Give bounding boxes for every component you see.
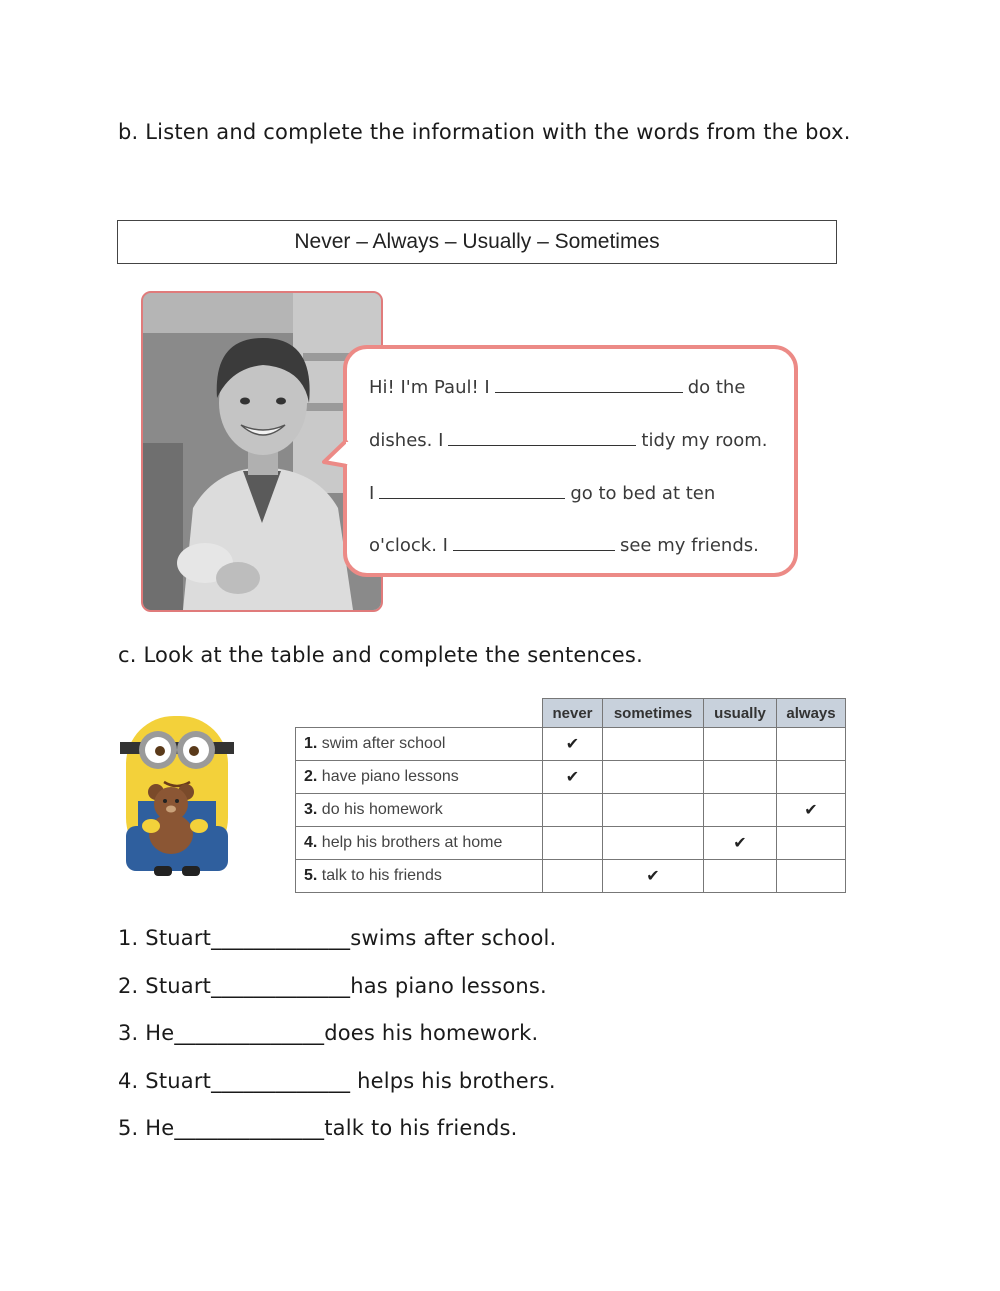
activity-cell: [296, 794, 543, 827]
frequency-table: [295, 698, 846, 893]
bubble-text: do the: [687, 377, 746, 398]
answer-blank[interactable]: [453, 549, 615, 551]
sentence-3[interactable]: 3. He______________does his homework.: [118, 1021, 539, 1045]
bubble-text: dishes. I: [369, 430, 444, 451]
row-number: 4.: [304, 834, 318, 851]
sentence-5[interactable]: 5. He______________talk to his friends.: [118, 1116, 518, 1140]
minion-image: [116, 706, 238, 886]
bubble-text: Hi! I'm Paul! I: [369, 377, 490, 398]
check-cell: [603, 794, 704, 827]
table-corner: [296, 699, 543, 728]
check-cell: [704, 860, 777, 893]
bubble-line-4: [369, 535, 759, 556]
bubble-text: o'clock. I: [369, 535, 448, 556]
sentence-4[interactable]: 4. Stuart_____________ helps his brothers.: [118, 1069, 556, 1093]
bubble-line-2: [369, 430, 767, 451]
check-cell: [603, 728, 704, 761]
bubble-text: see my friends.: [619, 535, 759, 556]
table-row: [296, 728, 846, 761]
check-cell: [704, 761, 777, 794]
sentence-2[interactable]: 2. Stuart_____________has piano lessons.: [118, 974, 547, 998]
check-cell: [704, 794, 777, 827]
check-cell: [543, 794, 603, 827]
row-number: 3.: [304, 801, 318, 818]
header-never: never: [543, 699, 603, 728]
check-cell: [777, 827, 846, 860]
check-cell: ✔: [603, 860, 704, 893]
bubble-text: tidy my room.: [641, 430, 768, 451]
check-cell: [777, 761, 846, 794]
check-cell: [777, 728, 846, 761]
activity-label: talk to his friends: [321, 867, 442, 884]
check-cell: [543, 860, 603, 893]
check-cell: [603, 827, 704, 860]
answer-blank[interactable]: [379, 497, 565, 499]
activity-label: swim after school: [321, 735, 446, 752]
row-number: 5.: [304, 867, 318, 884]
table-row: [296, 860, 846, 893]
activity-cell: [296, 827, 543, 860]
activity-label: do his homework: [321, 801, 443, 818]
header-usually: usually: [704, 699, 777, 728]
bubble-line-3: [369, 483, 715, 504]
table-row: [296, 761, 846, 794]
check-cell: ✔: [777, 794, 846, 827]
bubble-tail: [322, 436, 350, 476]
check-cell: [603, 761, 704, 794]
check-cell: ✔: [704, 827, 777, 860]
word-box: Never – Always – Usually – Sometimes: [117, 220, 837, 264]
check-cell: ✔: [543, 728, 603, 761]
activity-label: have piano lessons: [321, 768, 459, 785]
check-cell: [543, 827, 603, 860]
activity-cell: [296, 728, 543, 761]
answer-blank[interactable]: [448, 444, 636, 446]
row-number: 2.: [304, 768, 318, 785]
answer-blank[interactable]: [495, 391, 683, 393]
instruction-b: b. Listen and complete the information with the words from the box.: [118, 120, 851, 144]
header-always: always: [777, 699, 846, 728]
bubble-text: go to bed at ten: [570, 483, 716, 504]
bubble-line-1: [369, 377, 745, 398]
header-sometimes: sometimes: [603, 699, 704, 728]
instruction-c: c. Look at the table and complete the sentences.: [118, 643, 643, 667]
bubble-text: I: [369, 483, 375, 504]
row-number: 1.: [304, 735, 318, 752]
sentence-1[interactable]: 1. Stuart_____________swims after school.: [118, 926, 557, 950]
table-row: [296, 827, 846, 860]
check-cell: [704, 728, 777, 761]
table-row: [296, 794, 846, 827]
table-header-row: [296, 699, 846, 728]
check-cell: ✔: [543, 761, 603, 794]
activity-label: help his brothers at home: [321, 834, 503, 851]
activity-cell: [296, 860, 543, 893]
activity-cell: [296, 761, 543, 794]
check-cell: [777, 860, 846, 893]
speech-bubble: [343, 345, 798, 577]
